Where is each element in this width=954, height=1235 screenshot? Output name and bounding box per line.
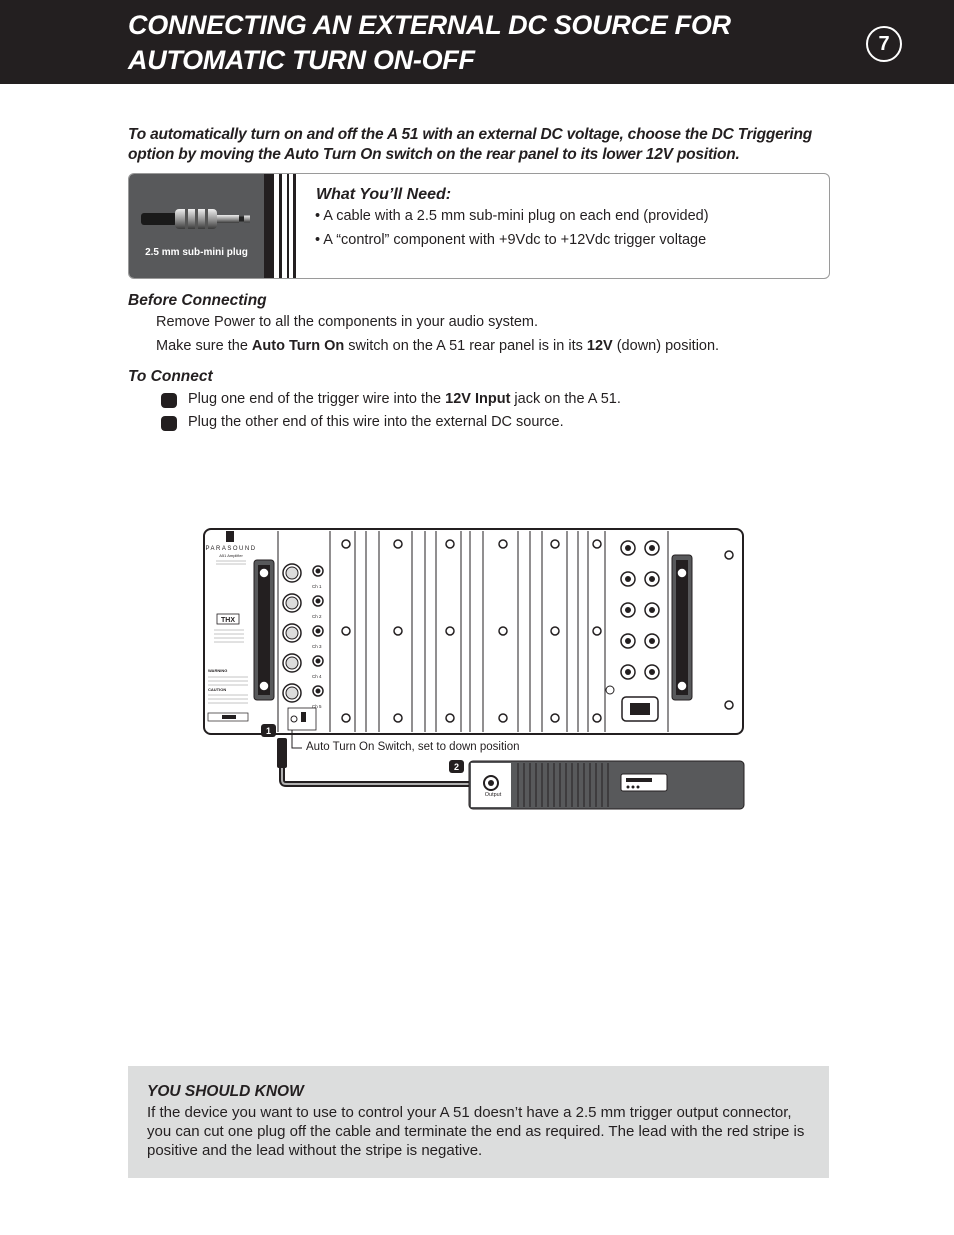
channel-label: Ch 1	[312, 584, 322, 589]
amplifier-rear-panel	[204, 529, 743, 734]
needs-item: • A “control” component with +9Vdc to +12Vdc trigger voltage	[315, 232, 707, 248]
channel-label: Ch 3	[312, 644, 322, 649]
svg-text:THX: THX	[221, 617, 235, 624]
intro-text: To automatically turn on and off the A 51 with an external DC voltage, choose the DC Triggering option by moving the Auto Turn On switch on the rear panel to its lower 12V position.	[128, 126, 813, 163]
trigger-cable	[282, 768, 474, 784]
warning-label: WARNING	[208, 668, 228, 673]
before-line2: Make sure the Auto Turn On switch on the A 51 rear panel is in its 12V (down) position.	[156, 338, 720, 354]
you-should-know-box	[128, 1066, 829, 1178]
channel-label: Ch 2	[312, 614, 322, 619]
needs-item: • A cable with a 2.5 mm sub-mini plug on each end (provided)	[315, 208, 709, 224]
before-connecting-heading: Before Connecting	[128, 292, 267, 309]
step-bullet	[161, 393, 177, 408]
divider-stripe	[264, 174, 274, 278]
plug-photo-panel	[129, 174, 264, 278]
connection-diagram	[0, 520, 954, 820]
page-title-line2: AUTOMATIC TURN ON-OFF	[128, 45, 475, 75]
svg-text:1: 1	[265, 726, 272, 736]
step-2: Plug the other end of this wire into the external DC source.	[188, 414, 564, 430]
sub-mini-plug-icon	[129, 174, 264, 278]
step-bullet	[161, 416, 177, 431]
svg-text:2: 2	[453, 762, 460, 772]
know-body: If the device you want to use to control your A 51 doesn’t have a 2.5 mm trigger output connector, you can cut one plug off the cable and terminate the end as required. The lead with the red stripe is positive and the lead without the stripe is negative.	[147, 1104, 805, 1159]
channel-label: Ch 5	[312, 704, 322, 709]
page-title-line1: CONNECTING AN EXTERNAL DC SOURCE FOR	[128, 10, 731, 40]
step-1: Plug one end of the trigger wire into the 12V Input jack on the A 51.	[188, 391, 621, 407]
what-you-need-box	[128, 173, 830, 279]
parasound-logo-icon	[226, 531, 234, 542]
needs-title: What You’ll Need:	[316, 186, 452, 203]
channel-label: Ch 4	[312, 674, 322, 679]
divider-stripe	[293, 174, 296, 278]
to-connect-heading: To Connect	[128, 368, 213, 385]
page-number-badge: 7	[866, 26, 902, 62]
output-label: Output	[484, 792, 502, 798]
before-line1: Remove Power to all the components in your audio system.	[156, 314, 539, 330]
page-title	[128, 8, 731, 78]
model-label: A51 Amplifier	[219, 553, 243, 558]
divider-stripe	[279, 174, 282, 278]
caution-label: CAUTION	[208, 687, 227, 692]
divider-stripe	[287, 174, 289, 278]
know-title: YOU SHOULD KNOW	[147, 1083, 304, 1100]
brand-label: PARASOUND	[205, 546, 257, 552]
switch-callout: Auto Turn On Switch, set to down position	[306, 741, 520, 753]
page-header	[0, 0, 954, 84]
cable-plug-1	[277, 738, 287, 768]
plug-caption: 2.5 mm sub-mini plug	[145, 247, 248, 258]
